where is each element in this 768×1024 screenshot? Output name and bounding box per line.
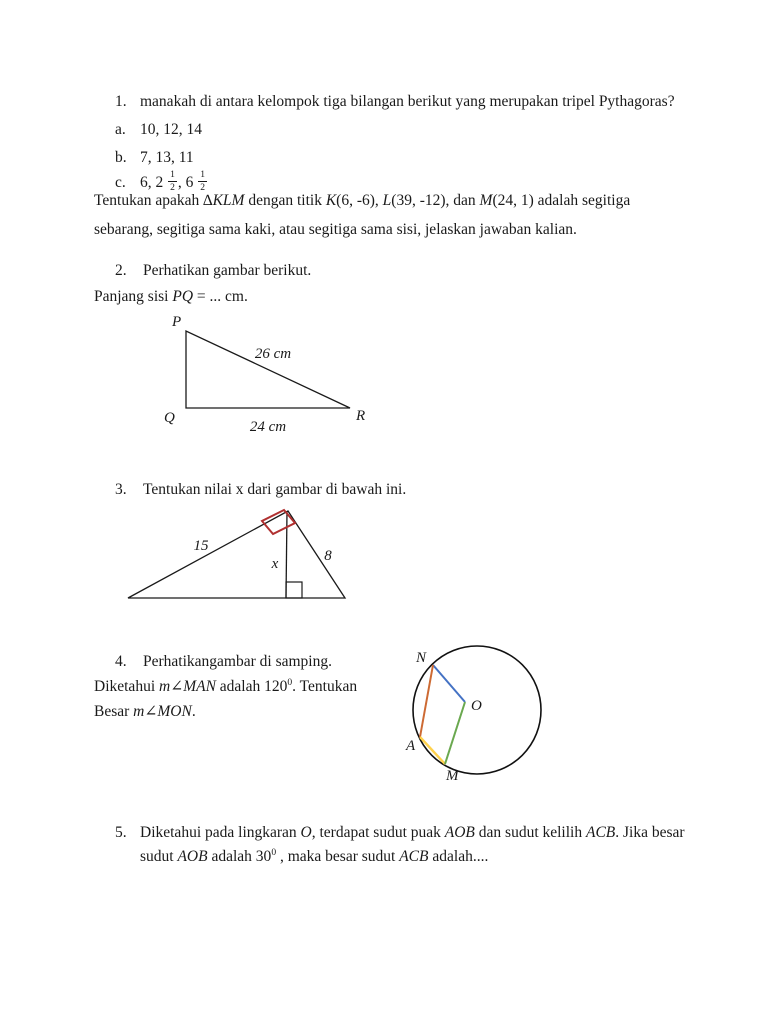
question-4-line3: Besar m∠MON. [94,703,196,720]
base-label: 24 cm [249,419,287,435]
triangle-pqr-shape [186,331,350,408]
question-2-number: 2. [115,262,127,279]
question-4 [115,653,332,671]
left-side-label: 15 [193,538,209,554]
question-5-line1: Diketahui pada lingkaran O, terdapat sudut puak AOB dan sudut kelilih ACB. Jika besar [140,824,685,841]
question-1-followup-line1: Tentukan apakah ∆KLM dengan titik K(6, -6), L(39, -12), dan M(24, 1) adalah segitiga [94,192,631,209]
question-1-followup-line2: sebarang, segitiga sama kaki, atau segitiga sama sisi, jelaskan jawaban kalian. [94,221,577,238]
question-4-number: 4. [115,653,127,670]
question-4-line2: Diketahui m∠MAN adalah $120^0$. Tentukan [94,676,358,695]
option-c-value: 6, 2 $\frac{1}{2}$ , 6 $\frac{1}{2}$ [140,169,206,194]
option-b-label: b. [115,149,127,166]
question-3-number: 3. [115,481,127,498]
question-4-text: Perhatikangambar di samping. [143,653,332,670]
circle-diagram [398,638,562,788]
question-2 [115,262,311,280]
option-a-label: a. [115,121,126,138]
option-c [115,170,208,193]
question-1-number: 1. [115,93,127,110]
right-side-label: 8 [324,548,332,564]
question-5 [115,824,685,842]
question-2-subline: Panjang sisi PQ = ... cm. [94,288,248,305]
hypotenuse-label: 26 cm [254,346,292,362]
point-label-m: M [446,768,459,784]
chord-n-o [433,665,465,702]
triangle-altitude-diagram [115,498,360,608]
point-label-o: O [471,698,482,714]
question-5-number: 5. [115,824,127,841]
line-o-m [445,702,465,764]
chord-a-m [420,737,445,764]
option-b-value: 7, 13, 11 [140,149,194,166]
vertex-label-r: R [356,408,366,424]
point-label-n: N [416,650,427,666]
option-c-label: c. [115,173,126,191]
question-3 [115,481,406,499]
vertex-label-q: Q [164,410,175,426]
chord-n-a [420,665,433,737]
triangle-shape [128,511,345,598]
altitude-label: x [271,556,279,572]
vertex-label-p: P [172,314,182,330]
question-3-text: Tentukan nilai x dari gambar di bawah ini. [143,481,407,498]
option-a [115,121,202,139]
triangle-pqr-diagram [150,308,380,438]
right-angle-mark-base [286,582,302,598]
option-a-value: 10, 12, 14 [140,121,202,138]
question-1-text: manakah di antara kelompok tiga bilangan berikut yang merupakan tripel Pythagoras? [140,93,675,110]
point-label-a: A [406,738,416,754]
question-5-line2: sudut AOB adalah $30^0$ , maka besar sudut ACB adalah.... [140,846,489,865]
option-b [115,149,194,167]
question-1 [115,93,675,111]
question-2-text: Perhatikan gambar berikut. [143,262,312,279]
